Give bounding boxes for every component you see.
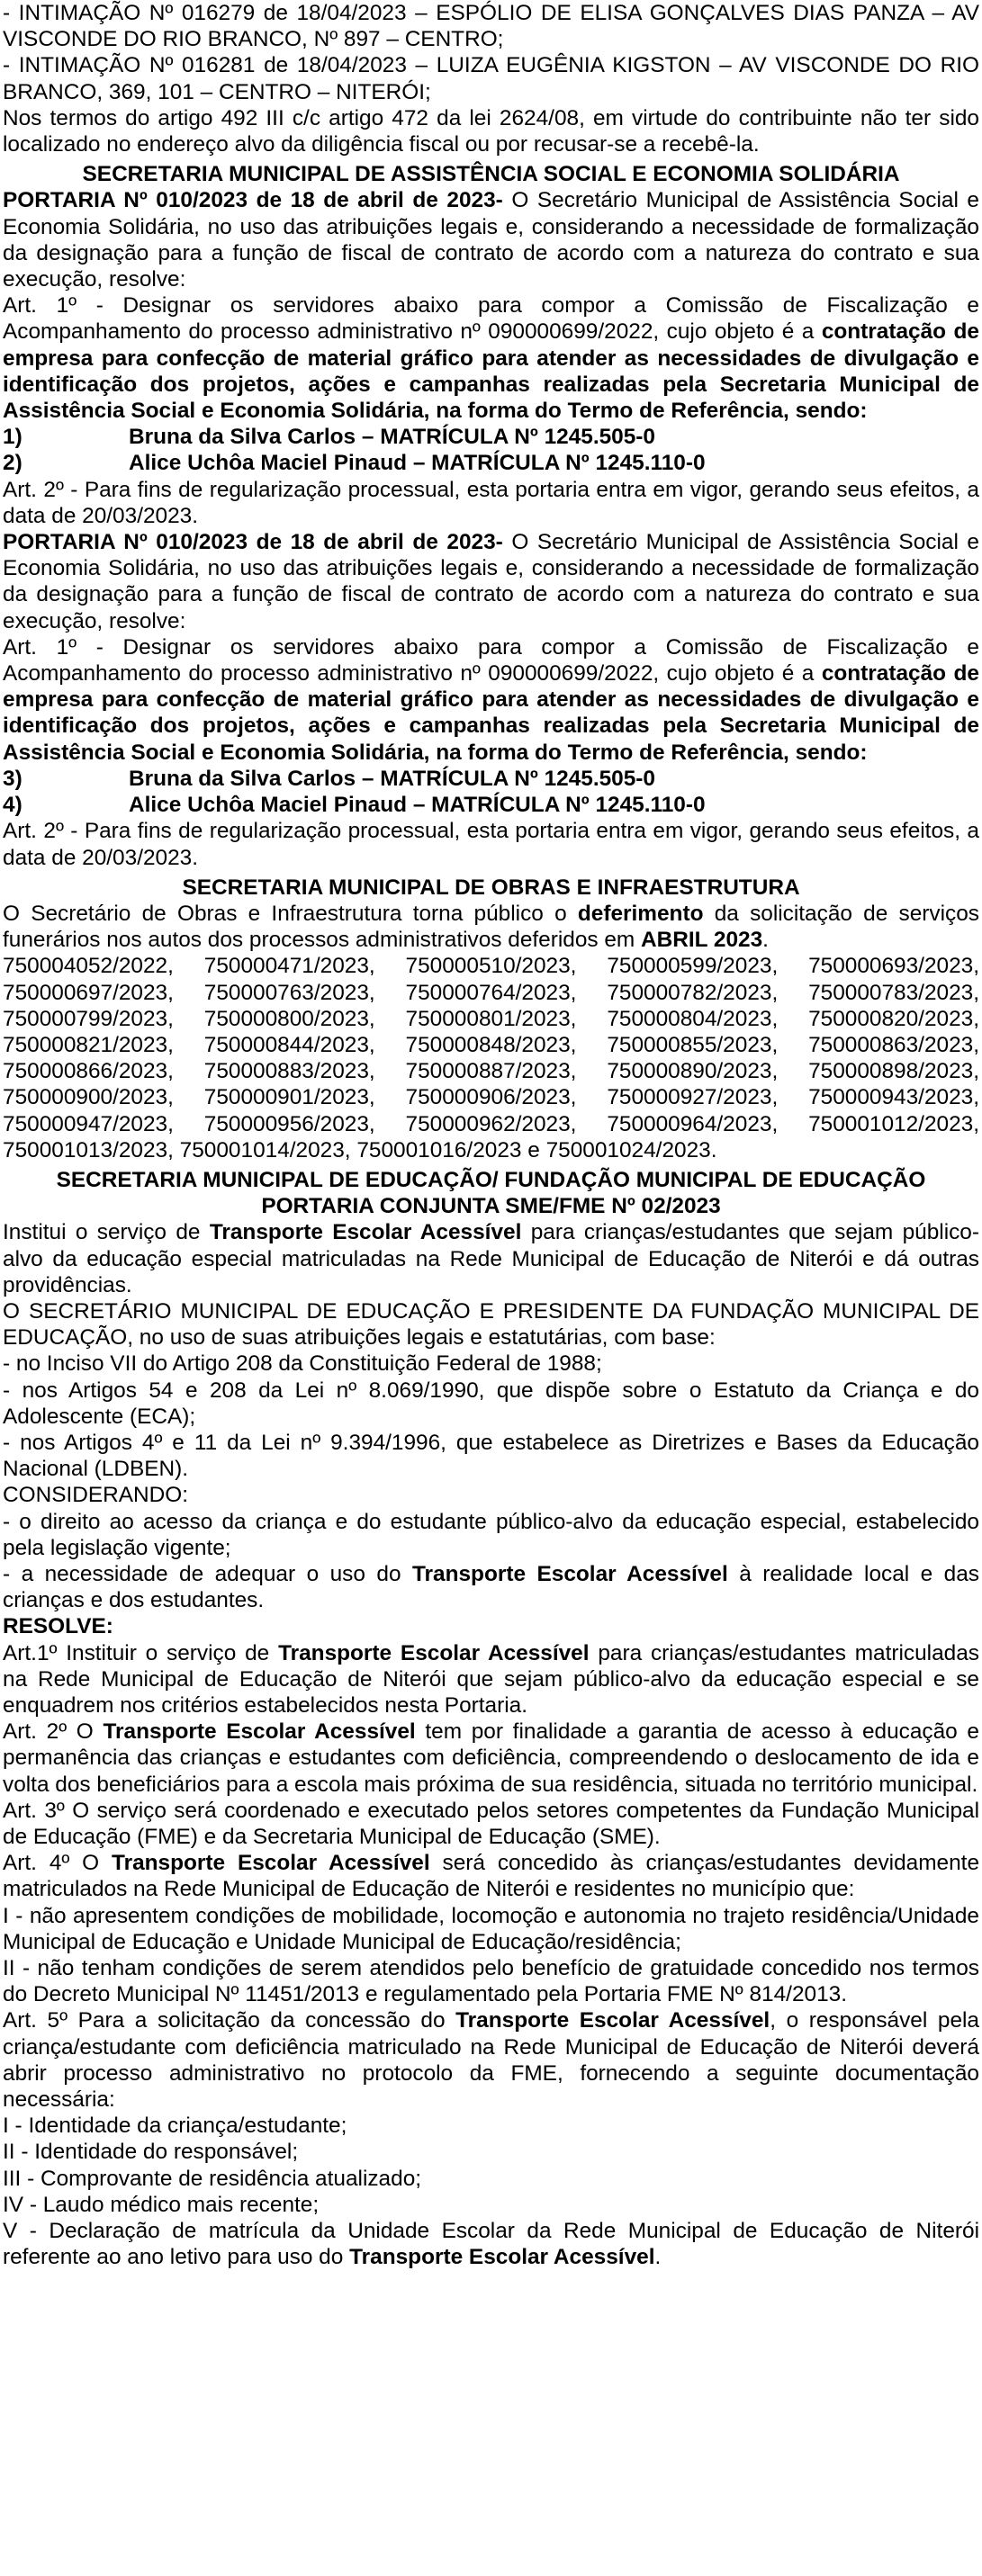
intimacao-2: - INTIMAÇÃO Nº 016281 de 18/04/2023 – LUIZA EUGÊNIA KIGSTON – AV VISCONDE DO RIO BRANCO, 369, 101 – CENTRO – NITERÓI; bbox=[3, 53, 979, 104]
portaria-2-art1-object: contratação de empresa para confecção de material gráfico para atender as necessidades de divulgação e identificação dos projetos, ações e campanhas realizadas pela Secretaria Municipal de Assistência Social e Economia Solidária, na forma do Termo de Referência, sendo: bbox=[3, 661, 979, 765]
base-1: - no Inciso VII do Artigo 208 da Constituição Federal de 1988; bbox=[3, 1351, 602, 1377]
educ-art3: Art. 3º O serviço será coordenado e executado pelos setores competentes da Fundação Municipal de Educação (FME) e da Secretaria Municipal de Educação (SME). bbox=[3, 1798, 979, 1850]
secretario-preamble: O SECRETÁRIO MUNICIPAL DE EDUCAÇÃO E PRESIDENTE DA FUNDAÇÃO MUNICIPAL DE EDUCAÇÃO, no uso de suas atribuições legais e estatutárias, com base: bbox=[3, 1298, 979, 1351]
educacao-title: SECRETARIA MUNICIPAL DE EDUCAÇÃO/ FUNDAÇÃO MUNICIPAL DE EDUCAÇÃO bbox=[56, 1167, 926, 1192]
intimacao-note: Nos termos do artigo 492 III c/c artigo 472 da lei 2624/08, em virtude do contribuinte não ter sido localizado no endereço alvo da diligência fiscal ou por recusar-se a recebê-la. bbox=[3, 105, 979, 157]
educ-art4-text-2: será concedido às crianças/estudantes devidamente matriculados na Rede Municipal de Educação de Niterói e residentes no município que: bbox=[3, 1851, 980, 1902]
tea-term: Transporte Escolar Acessível bbox=[411, 1561, 728, 1586]
obras-title: SECRETARIA MUNICIPAL DE OBRAS E INFRAESTRUTURA bbox=[182, 875, 800, 900]
educ-art4-text-1: Art. 4º O bbox=[3, 1851, 113, 1876]
portaria-2-heading: PORTARIA Nº 010/2023 de 18 de abril de 2023- bbox=[3, 530, 503, 555]
portaria-conjunta-title: PORTARIA CONJUNTA SME/FME Nº 02/2023 bbox=[261, 1194, 721, 1219]
obras-month: ABRIL 2023 bbox=[641, 928, 763, 953]
considerando-1: - o direito ao acesso da criança e do estudante público-alvo da educação especial, estabelecido pela legislação vigente; bbox=[3, 1509, 979, 1560]
educ-art5-text-2: , o responsável pela criança/estudante com deficiência matriculado na Rede Municipal de Educação de Niterói deverá abrir processo administrativo no protocolo da FME, fornecendo a seguinte documentação necessária: bbox=[3, 2008, 979, 2113]
tea-term: Transporte Escolar Acessível bbox=[209, 1220, 522, 1245]
portaria-1-heading: PORTARIA Nº 010/2023 de 18 de abril de 2023- bbox=[3, 188, 503, 213]
tea-term: Transporte Escolar Acessível bbox=[103, 1719, 416, 1745]
sasees-section bbox=[3, 161, 979, 870]
member-number: 2) bbox=[3, 451, 23, 476]
portaria-2-member-2 bbox=[3, 792, 979, 818]
member-number: 4) bbox=[3, 793, 23, 818]
portaria-2-art1 bbox=[3, 634, 979, 766]
doc-item-1: I - Identidade da criança/estudante; bbox=[3, 2114, 347, 2139]
ementa bbox=[3, 1219, 979, 1298]
portaria-2-preamble bbox=[3, 529, 979, 634]
member-name: Bruna da Silva Carlos – MATRÍCULA Nº 1245.505-0 bbox=[129, 425, 655, 450]
portaria-1-member-1 bbox=[3, 424, 979, 450]
member-name: Alice Uchôa Maciel Pinaud – MATRÍCULA Nº 1245.110-0 bbox=[129, 793, 706, 818]
obras-notice-text-3: . bbox=[762, 928, 769, 953]
member-number: 1) bbox=[3, 425, 23, 450]
portaria-2-art2: Art. 2º - Para fins de regularização processual, esta portaria entra em vigor, gerando seus efeitos, a data de 20/03/2023. bbox=[3, 819, 979, 870]
portaria-2-art1-text: Art. 1º - Designar os servidores abaixo para compor a Comissão de Fiscalização e Acompanhamento do processo administrativo nº 090000699/2022, cujo objeto é a bbox=[3, 634, 979, 687]
educ-art5-text-1: Art. 5º Para a solicitação da concessão do bbox=[3, 2008, 456, 2033]
obras-deferimento: deferimento bbox=[577, 901, 704, 926]
educ-art1-text-2: para crianças/estudantes matriculadas na Rede Municipal de Educação de Niterói que sejam público-alvo da educação especial e se enquadrem nos critérios estabelecidos nesta Portaria. bbox=[3, 1640, 979, 1718]
intimacoes-section bbox=[3, 0, 979, 157]
tea-term: Transporte Escolar Acessível bbox=[349, 2245, 655, 2270]
portaria-2-preamble-text: O Secretário Municipal de Assistência Social e Economia Solidária, no uso das atribuições legais e, considerando a necessidade de formalização da designação para a função de fiscal de contrato de acordo com a natureza do contrato e sua execução, resolve: bbox=[3, 530, 979, 633]
obras-notice-text-1: O Secretário de Obras e Infraestrutura torna público o bbox=[3, 901, 578, 926]
educ-art4 bbox=[3, 1850, 979, 1902]
base-2: - nos Artigos 54 e 208 da Lei nº 8.069/1990, que dispõe sobre o Estatuto da Criança e do Adolescente (ECA); bbox=[3, 1378, 979, 1429]
obras-process-list: 750004052/2022, 750000471/2023, 750000510/2023, 750000599/2023, 750000693/2023, 750000697/2023, 750000763/2023, 750000764/2023, 750000782/2023, 750000783/2023, 750000799/2023, 750000800/2023, 750000801/2023, 750000804/2023, 750000820/2023, 750000821/2023, 750000844/2023, 750000848/2023, 750000855/2023, 750000863/2023, 750000866/2023, 750000883/2023, 750000887/2023, 750000890/2023, 750000898/2023, 750000900/2023, 750000901/2023, 750000906/2023, 750000927/2023, 750000943/2023, 750000947/2023, 750000956/2023, 750000962/2023, 750000964/2023, 750001012/2023, 750001013/2023, 750001014/2023, 750001016/2023 e 750001024/2023. bbox=[3, 954, 979, 1162]
educacao-section bbox=[3, 1167, 979, 2271]
member-name: Alice Uchôa Maciel Pinaud – MATRÍCULA Nº 1245.110-0 bbox=[129, 451, 706, 476]
doc-item-3: III - Comprovante de residência atualizado; bbox=[3, 2166, 422, 2191]
ementa-text-1: Institui o serviço de bbox=[3, 1220, 210, 1245]
tea-term: Transporte Escolar Acessível bbox=[455, 2008, 770, 2033]
portaria-1-art1 bbox=[3, 292, 979, 424]
doc-item-5-end: . bbox=[654, 2245, 662, 2270]
educ-art1-text-1: Art.1º Instituir o serviço de bbox=[3, 1640, 279, 1665]
resolve-label: RESOLVE: bbox=[3, 1614, 113, 1639]
doc-item-4: IV - Laudo médico mais recente; bbox=[3, 2192, 320, 2217]
educ-art2 bbox=[3, 1719, 979, 1798]
obras-section bbox=[3, 875, 979, 1163]
member-number: 3) bbox=[3, 766, 23, 791]
portaria-1-member-2 bbox=[3, 450, 979, 476]
educ-art4-item-1: I - não apresentem condições de mobilidade, locomoção e autonomia no trajeto residência/Unidade Municipal de Educação e Unidade Municipal de Educação/residência; bbox=[3, 1903, 979, 1954]
sasees-title: SECRETARIA MUNICIPAL DE ASSISTÊNCIA SOCIAL E ECONOMIA SOLIDÁRIA bbox=[82, 162, 900, 187]
educ-art2-text-2: tem por finalidade a garantia de acesso à educação e permanência das crianças e estudantes com deficiência, compreendendo o deslocamento de ida e volta dos beneficiários para a escola mais próxima de sua residência, situada no território municipal. bbox=[3, 1719, 979, 1797]
tea-term: Transporte Escolar Acessível bbox=[278, 1640, 590, 1665]
member-name: Bruna da Silva Carlos – MATRÍCULA Nº 1245.505-0 bbox=[129, 766, 655, 791]
doc-item-5 bbox=[3, 2218, 979, 2270]
portaria-1-art1-text: Art. 1º - Designar os servidores abaixo para compor a Comissão de Fiscalização e Acompanhamento do processo administrativo nº 090000699/2022, cujo objeto é a bbox=[3, 293, 979, 345]
portaria-1-art1-object: contratação de empresa para confecção de material gráfico para atender as necessidades de divulgação e identificação dos projetos, ações e campanhas realizadas pela Secretaria Municipal de Assistência Social e Economia Solidária, na forma do Termo de Referência, sendo: bbox=[3, 319, 979, 424]
portaria-1-preamble-text: O Secretário Municipal de Assistência Social e Economia Solidária, no uso das atribuições legais e, considerando a necessidade de formalização da designação para a função de fiscal de contrato de acordo com a natureza do contrato e sua execução, resolve: bbox=[3, 188, 979, 292]
educ-art2-text-1: Art. 2º O bbox=[3, 1719, 104, 1745]
portaria-2-member-1 bbox=[3, 766, 979, 792]
obras-notice bbox=[3, 901, 979, 953]
base-3: - nos Artigos 4º e 11 da Lei nº 9.394/1996, que estabelece as Diretrizes e Bases da Educação Nacional (LDBEN). bbox=[3, 1430, 979, 1482]
portaria-1-preamble bbox=[3, 187, 979, 292]
tea-term: Transporte Escolar Acessível bbox=[112, 1851, 430, 1876]
portaria-1-art2: Art. 2º - Para fins de regularização processual, esta portaria entra em vigor, gerando seus efeitos, a data de 20/03/2023. bbox=[3, 477, 979, 528]
obras-notice-text-2: da solicitação de serviços funerários nos autos dos processos administrativos deferidos em bbox=[3, 901, 979, 953]
considerando-2-text-1: - a necessidade de adequar o uso do bbox=[3, 1561, 412, 1586]
doc-item-2: II - Identidade do responsável; bbox=[3, 2140, 299, 2165]
considerando-2 bbox=[3, 1561, 979, 1613]
doc-item-5-text: V - Declaração de matrícula da Unidade Escolar da Rede Municipal de Educação de Niterói referente ao ano letivo para uso do bbox=[3, 2219, 979, 2270]
considerando-2-text-2: à realidade local e das crianças e dos estudantes. bbox=[3, 1561, 979, 1613]
ementa-text-2: para crianças/estudantes que sejam público-alvo da educação especial matriculadas na Rede Municipal de Educação de Niterói e dá outras providências. bbox=[3, 1220, 979, 1297]
educ-art5 bbox=[3, 2007, 979, 2113]
intimacao-1: - INTIMAÇÃO Nº 016279 de 18/04/2023 – ESPÓLIO DE ELISA GONÇALVES DIAS PANZA – AV VISCONDE DO RIO BRANCO, Nº 897 – CENTRO; bbox=[3, 1, 979, 52]
educ-art4-item-2: II - não tenham condições de serem atendidos pelo benefício de gratuidade concedido nos termos do Decreto Municipal Nº 11451/2013 e regulamentado pela Portaria FME Nº 814/2013. bbox=[3, 1956, 979, 2007]
considerando-label: CONSIDERANDO: bbox=[3, 1483, 188, 1508]
educ-art1 bbox=[3, 1640, 979, 1719]
